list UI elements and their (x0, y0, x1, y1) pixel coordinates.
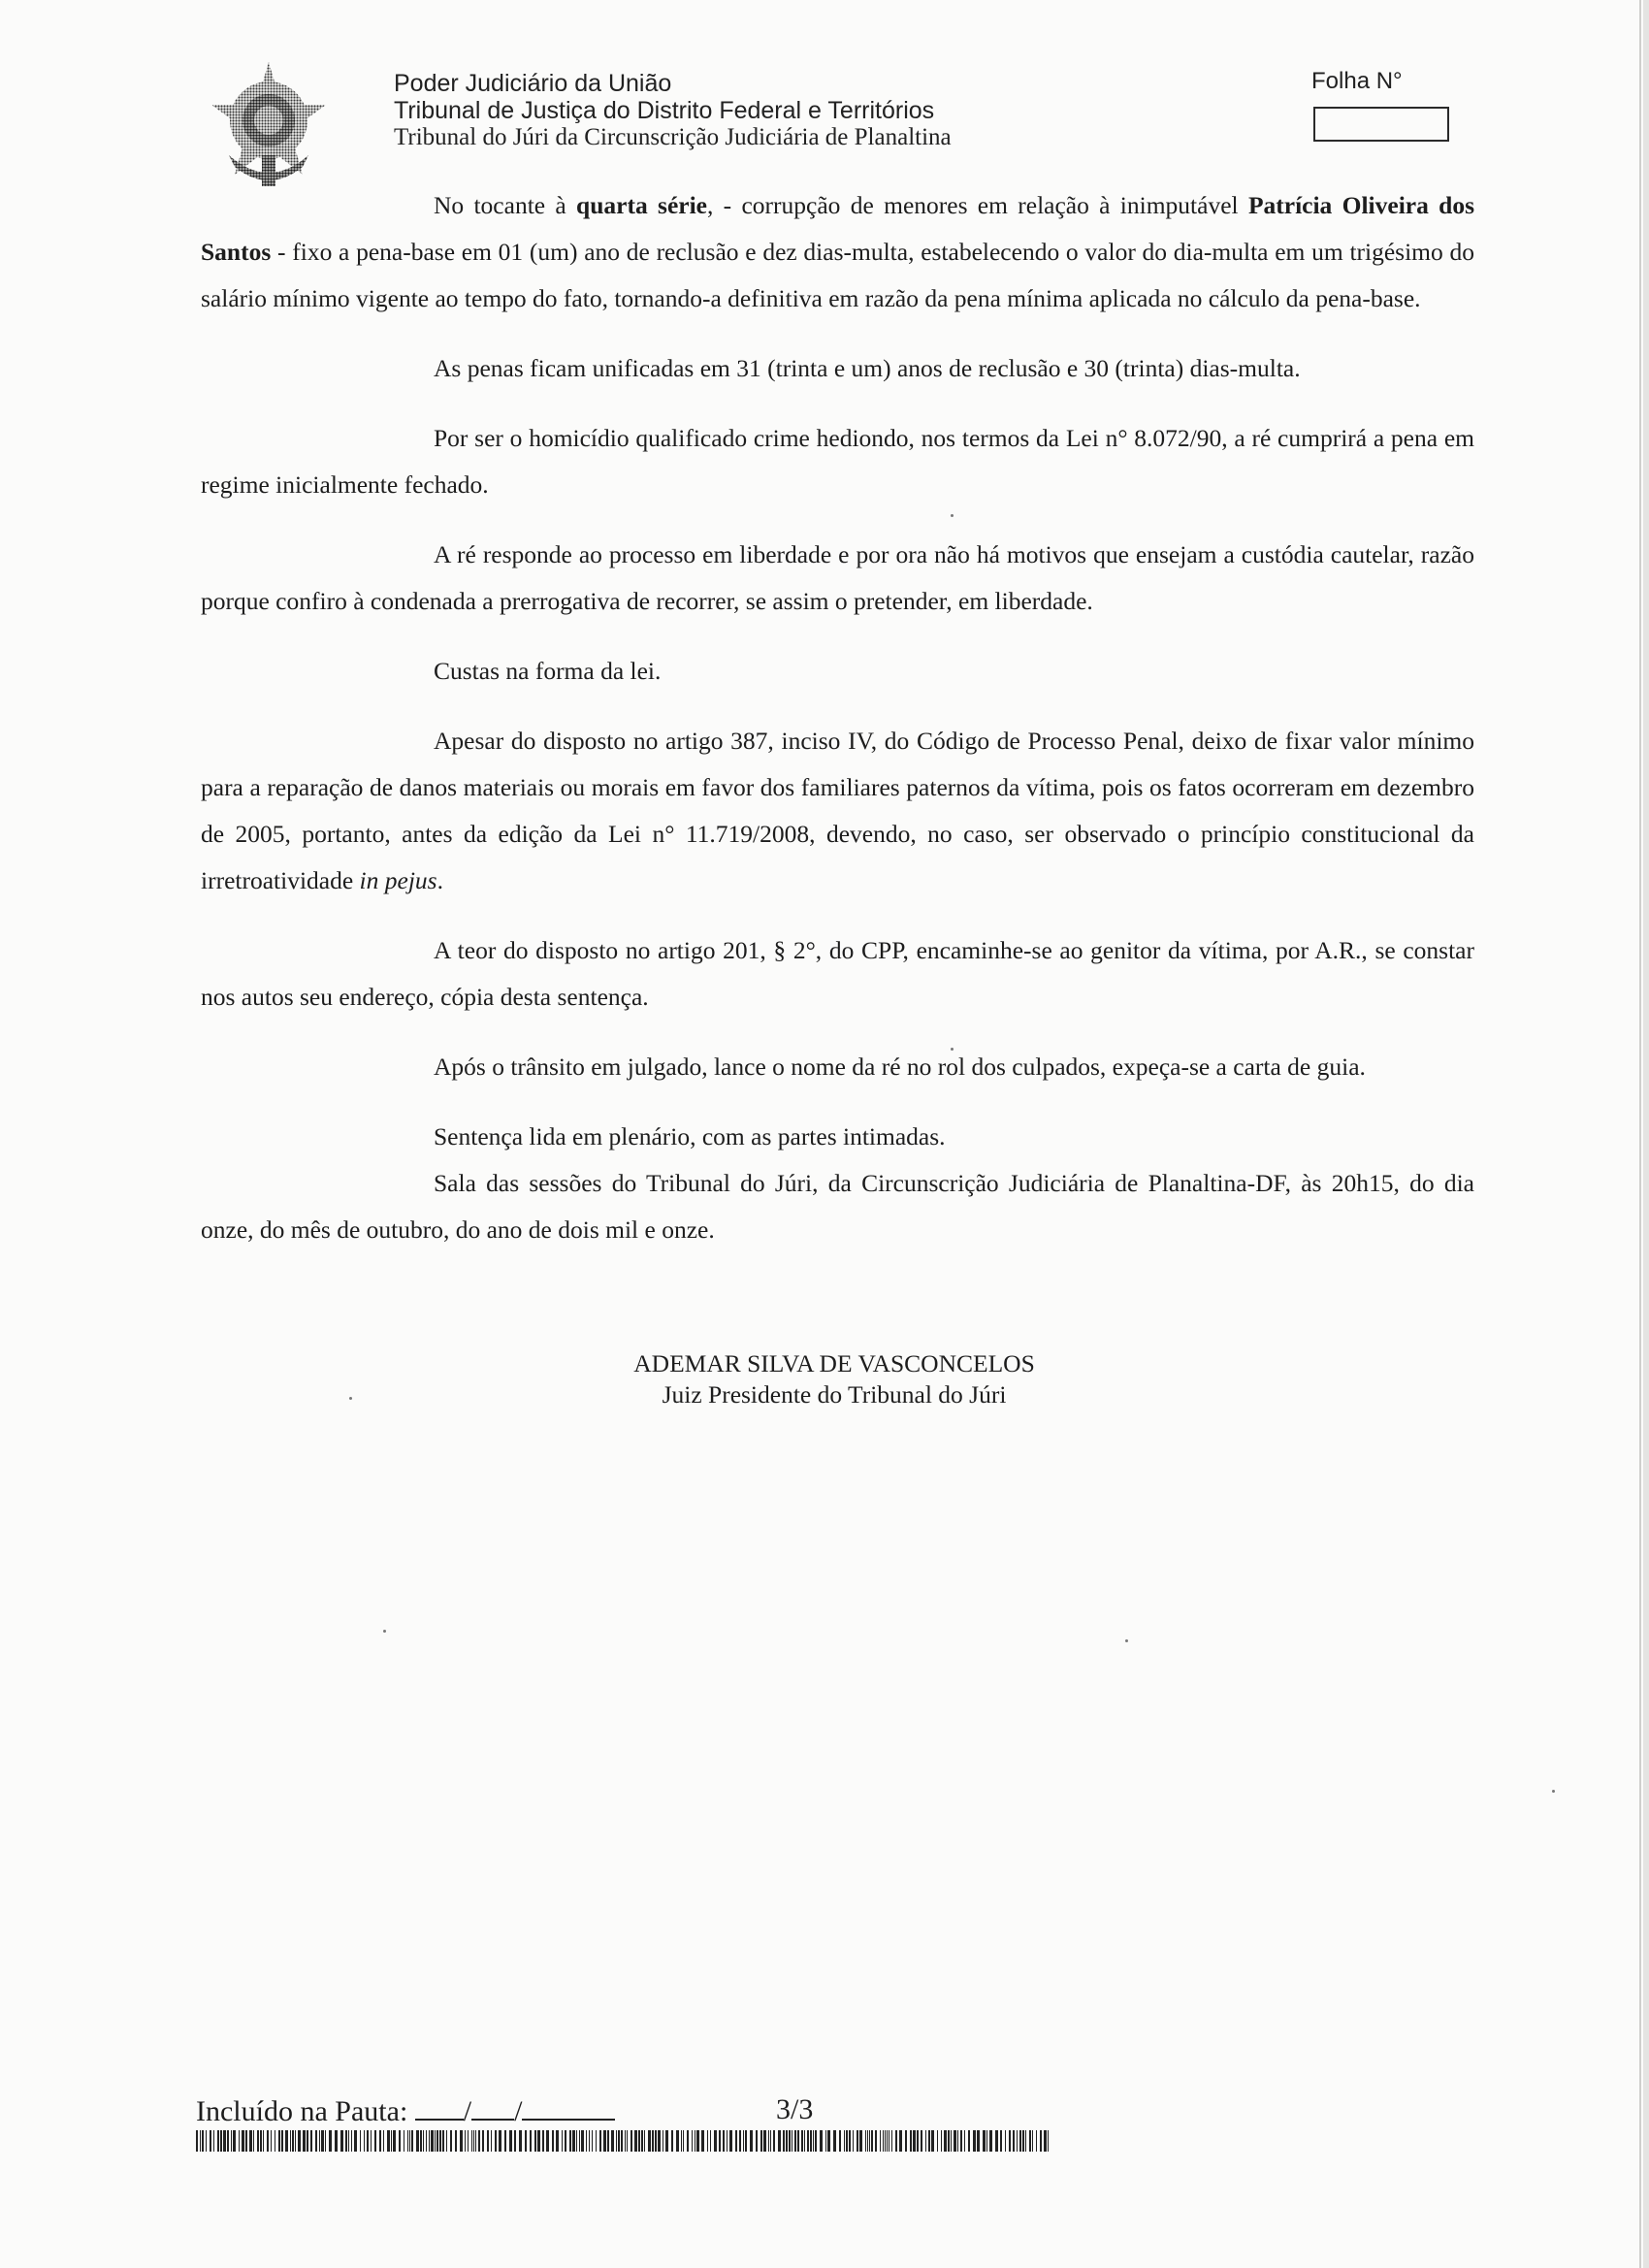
paragraph-7: A teor do disposto no artigo 201, § 2°, do CPP, encaminhe-se ao genitor da vítima, por A.R., se constar nos autos seu endereço, cópia desta sentença. (201, 936, 1474, 1011)
barcode-bar (865, 2130, 866, 2152)
barcode-bar (607, 2130, 609, 2152)
barcode-bar (345, 2130, 347, 2152)
barcode-bar (773, 2130, 775, 2152)
barcode-bar (853, 2130, 854, 2152)
barcode-bar (487, 2130, 489, 2152)
barcode-bar (239, 2130, 240, 2152)
barcode-bar (687, 2130, 689, 2152)
barcode-bar (941, 2130, 942, 2152)
pauta-day-slot (415, 2093, 464, 2121)
barcode-bar (910, 2130, 912, 2152)
barcode-bar (957, 2130, 958, 2152)
barcode-bar (321, 2130, 324, 2152)
barcode-bar (210, 2130, 211, 2152)
barcode-bar (1005, 2130, 1006, 2152)
barcode-bar (681, 2130, 682, 2152)
barcode-bar (351, 2130, 352, 2152)
barcode-bar (760, 2130, 762, 2152)
barcode-bar (1009, 2130, 1011, 2152)
barcode-bar (374, 2130, 376, 2152)
barcode-bar (948, 2130, 950, 2152)
barcode-bar (846, 2130, 848, 2152)
barcode-bar (319, 2130, 320, 2152)
barcode-bar (885, 2130, 886, 2152)
barcode-bar (599, 2130, 601, 2152)
barcode-bar (807, 2130, 809, 2152)
barcode-bar (213, 2130, 214, 2152)
barcode-bar (783, 2130, 785, 2152)
barcode-bar (895, 2130, 897, 2152)
barcode-bar (763, 2130, 766, 2152)
barcode-bar (325, 2130, 326, 2152)
scan-edge-shadow (1643, 0, 1649, 2268)
barcode-bar (439, 2130, 441, 2152)
barcode-icon (196, 2130, 1051, 2152)
header-line-1: Poder Judiciário da União (394, 70, 672, 97)
barcode-bar (468, 2130, 469, 2152)
barcode-bar (407, 2130, 408, 2152)
barcode-bar (983, 2130, 986, 2152)
barcode-bar (648, 2130, 651, 2152)
barcode-bar (977, 2130, 980, 2152)
barcode-bar (739, 2130, 741, 2152)
barcode-bar (329, 2130, 332, 2152)
barcode-bar (616, 2130, 617, 2152)
barcode-bar (310, 2130, 312, 2152)
barcode-bar (371, 2130, 372, 2152)
barcode-bar (1048, 2130, 1049, 2152)
barcode-bar (665, 2130, 668, 2152)
paragraph-8: Após o trânsito em julgado, lance o nome da ré no rol dos culpados, expeça-se a carta de guia. (434, 1053, 1366, 1081)
barcode-bar (899, 2130, 902, 2152)
barcode-bar (1040, 2130, 1042, 2152)
barcode-bar (891, 2130, 892, 2152)
barcode-bar (887, 2130, 888, 2152)
barcode-bar (495, 2130, 497, 2152)
barcode-bar (833, 2130, 836, 2152)
scan-speck (349, 1397, 352, 1400)
paragraph-3: Por ser o homicídio qualificado crime hediondo, nos termos da Lei n° 8.072/90, a ré cumprirá a pena em regime inicialmente fechado. (201, 424, 1474, 499)
barcode-bar (944, 2130, 947, 2152)
barcode-bar (871, 2130, 873, 2152)
barcode-bar (391, 2130, 392, 2152)
paragraph-6: Apesar do disposto no artigo 387, inciso IV, do Código de Processo Penal, deixo de fixar valor mínimo para a reparação de danos materiais ou morais em favor dos familiares paternos da vítima, pois os fatos ocorreram em dezembro de 2005, portanto, antes da edição da Lei n° 11.719/2008, devendo, no caso, ser observado o princípio constitucional da irretroatividade in pejus. (201, 727, 1474, 894)
barcode-bar (973, 2130, 976, 2152)
barcode-bar (727, 2130, 728, 2152)
barcode-bar (786, 2130, 788, 2152)
barcode-bar (794, 2130, 796, 2152)
barcode-bar (960, 2130, 962, 2152)
barcode-bar (880, 2130, 881, 2152)
barcode-bar (429, 2130, 430, 2152)
barcode-bar (542, 2130, 544, 2152)
judge-name: ADEMAR SILVA DE VASCONCELOS (633, 1349, 1035, 1377)
barcode-bar (634, 2130, 637, 2152)
barcode-bar (509, 2130, 512, 2152)
page-number: 3/3 (776, 2093, 814, 2125)
barcode-bar (714, 2130, 717, 2152)
barcode-bar (825, 2130, 826, 2152)
barcode-bar (281, 2130, 283, 2152)
barcode-bar (420, 2130, 422, 2152)
pauta-line (196, 2093, 615, 2128)
barcode-bar (242, 2130, 244, 2152)
pauta-year-slot (522, 2093, 615, 2121)
barcode-bar (1017, 2130, 1018, 2152)
barcode-bar (905, 2130, 907, 2152)
barcode-bar (263, 2130, 264, 2152)
header-line-3: Tribunal do Júri da Circunscrição Judiciária de Planaltina (394, 124, 952, 150)
barcode-bar (223, 2130, 226, 2152)
barcode-bar (546, 2130, 549, 2152)
barcode-bar (596, 2130, 597, 2152)
barcode-bar (745, 2130, 747, 2152)
barcode-bar (844, 2130, 845, 2152)
barcode-bar (267, 2130, 269, 2152)
paragraph-10: Sala das sessões do Tribunal do Júri, da Circunscrição Judiciária de Planaltina-DF, às 20h15, do dia onze, do mês de outubro, do ano de dois mil e onze. (201, 1169, 1474, 1244)
barcode-bar (797, 2130, 799, 2152)
barcode-bar (655, 2130, 657, 2152)
barcode-bar (278, 2130, 280, 2152)
header-line-2: Tribunal de Justiça do Distrito Federal e Territórios (394, 97, 935, 124)
barcode-bar (435, 2130, 436, 2152)
barcode-bar (719, 2130, 721, 2152)
barcode-bar (883, 2130, 884, 2152)
barcode-bar (307, 2130, 308, 2152)
barcode-bar (423, 2130, 424, 2152)
barcode-bar (257, 2130, 259, 2152)
barcode-bar (298, 2130, 301, 2152)
barcode-bar (475, 2130, 476, 2152)
barcode-bar (202, 2130, 204, 2152)
barcode-bar (348, 2130, 349, 2152)
barcode-bar (426, 2130, 427, 2152)
barcode-bar (206, 2130, 207, 2152)
barcode-bar (641, 2130, 643, 2152)
scan-edge-line (1639, 0, 1641, 2268)
barcode-bar (335, 2130, 338, 2152)
barcode-bar (253, 2130, 254, 2152)
barcode-bar (913, 2130, 916, 2152)
pauta-separator-2: / (514, 2095, 523, 2127)
barcode-bar (778, 2130, 781, 2152)
barcode-bar (621, 2130, 623, 2152)
barcode-bar (576, 2130, 577, 2152)
barcode-bar (196, 2130, 198, 2152)
scan-speck (951, 1048, 954, 1051)
barcode-bar (290, 2130, 291, 2152)
barcode-bar (1013, 2130, 1015, 2152)
barcode-bar (387, 2130, 390, 2152)
barcode-bar (455, 2130, 457, 2152)
barcode-bar (409, 2130, 410, 2152)
barcode-bar (729, 2130, 732, 2152)
barcode-bar (411, 2130, 413, 2152)
barcode-bar (354, 2130, 357, 2152)
barcode-bar (611, 2130, 614, 2152)
barcode-bar (260, 2130, 262, 2152)
barcode-bar (696, 2130, 699, 2152)
barcode-bar (676, 2130, 679, 2152)
barcode-bar (683, 2130, 684, 2152)
barcode-bar (603, 2130, 606, 2152)
barcode-bar (1029, 2130, 1031, 2152)
barcode-bar (482, 2130, 484, 2152)
paragraph-2: As penas ficam unificadas em 31 (trinta e um) anos de reclusão e 30 (trinta) dias-multa. (434, 354, 1301, 382)
barcode-bar (303, 2130, 306, 2152)
barcode-bar (220, 2130, 222, 2152)
barcode-bar (964, 2130, 965, 2152)
barcode-bar (917, 2130, 919, 2152)
barcode-bar (491, 2130, 492, 2152)
sentence-body (201, 182, 1474, 1277)
barcode-bar (295, 2130, 296, 2152)
barcode-bar (768, 2130, 769, 2152)
scan-speck (1552, 1790, 1555, 1793)
barcode-bar (867, 2130, 868, 2152)
paragraph-4: A ré responde ao processo em liberdade e por ora não há motivos que ensejam a custódia cautelar, razão porque confiro à condenada a prerrogativa de recorrer, se assim o pretender, em liberdade. (201, 540, 1474, 615)
pauta-label: Incluído na Pauta: (196, 2095, 408, 2127)
barcode-bar (556, 2130, 559, 2152)
barcode-bar (1025, 2130, 1026, 2152)
barcode-bar (813, 2130, 814, 2152)
barcode-bar (285, 2130, 288, 2152)
bold-defendant-name: Patrícia Oliveira dos Santos (201, 191, 1475, 266)
barcode-bar (569, 2130, 571, 2152)
barcode-bar (968, 2130, 970, 2152)
barcode-bar (393, 2130, 396, 2152)
barcode-bar (514, 2130, 516, 2152)
barcode-bar (586, 2130, 587, 2152)
barcode-bar (827, 2130, 830, 2152)
barcode-bar (530, 2130, 532, 2152)
barcode-bar (1022, 2130, 1024, 2152)
pauta-separator-1: / (463, 2095, 472, 2127)
barcode-bar (233, 2130, 236, 2152)
barcode-bar (625, 2130, 626, 2152)
barcode-bar (931, 2130, 934, 2152)
barcode-bar (638, 2130, 640, 2152)
folha-number-box (1313, 107, 1449, 142)
court-header (394, 70, 952, 151)
barcode-bar (630, 2130, 632, 2152)
barcode-bar (271, 2130, 272, 2152)
scan-speck (1125, 1639, 1128, 1642)
barcode-bar (217, 2130, 219, 2152)
barcode-bar (552, 2130, 554, 2152)
barcode-bar (436, 2130, 438, 2152)
barcode-bar (525, 2130, 527, 2152)
barcode-bar (857, 2130, 858, 2152)
barcode-bar (1000, 2130, 1002, 2152)
barcode-bar (383, 2130, 384, 2152)
barcode-bar (692, 2130, 693, 2152)
barcode-bar (364, 2130, 365, 2152)
signature-block (543, 1348, 1125, 1410)
barcode-bar (820, 2130, 823, 2152)
paragraph-1: No tocante à quarta série, - corrupção de menores em relação à inimputável Patrícia Oliveira dos Santos - fixo a pena-base em 01 (um) ano de reclusão e dez dias-multa, estabelecendo o valor do dia-multa em um trigésimo do salário mínimo vigente ao tempo do fato, tornando-a definitiva em razão da pena mínima aplicada no cálculo da pena-base. (201, 191, 1475, 312)
barcode-bar (954, 2130, 956, 2152)
barcode-bar (859, 2130, 862, 2152)
barcode-bar (618, 2130, 620, 2152)
barcode-bar (921, 2130, 922, 2152)
barcode-bar (565, 2130, 566, 2152)
barcode-bar (519, 2130, 522, 2152)
barcode-bar (478, 2130, 480, 2152)
barcode-bar (1032, 2130, 1033, 2152)
barcode-bar (925, 2130, 926, 2152)
barcode-bar (701, 2130, 704, 2152)
barcode-bar (473, 2130, 474, 2152)
barcode-bar (839, 2130, 841, 2152)
barcode-bar (627, 2130, 628, 2152)
barcode-bar (499, 2130, 501, 2152)
barcode-bar (471, 2130, 472, 2152)
republic-coat-of-arms-icon (200, 58, 338, 196)
barcode-bar (460, 2130, 463, 2152)
barcode-bar (431, 2130, 434, 2152)
paragraph-5: Custas na forma da lei. (434, 657, 662, 685)
barcode-bar (292, 2130, 294, 2152)
barcode-bar (562, 2130, 563, 2152)
bold-quarta-serie: quarta série (576, 191, 707, 219)
barcode-bar (1036, 2130, 1037, 2152)
barcode-bar (869, 2130, 870, 2152)
barcode-bar (245, 2130, 247, 2152)
barcode-bar (815, 2130, 817, 2152)
barcode-bar (995, 2130, 998, 2152)
barcode-bar (446, 2130, 447, 2152)
barcode-bar (442, 2130, 444, 2152)
barcode-bar (249, 2130, 252, 2152)
barcode-bar (770, 2130, 771, 2152)
judge-title: Juiz Presidente do Tribunal do Júri (662, 1380, 1007, 1409)
barcode-bar (231, 2130, 232, 2152)
scan-speck (383, 1630, 386, 1633)
barcode-bar (572, 2130, 575, 2152)
barcode-bar (227, 2130, 229, 2152)
barcode-bar (200, 2130, 201, 2152)
barcode-bar (743, 2130, 744, 2152)
barcode-bar (340, 2130, 343, 2152)
barcode-bar (360, 2130, 361, 2152)
barcode-bar (315, 2130, 317, 2152)
barcode-bar (589, 2130, 590, 2152)
barcode-bar (658, 2130, 661, 2152)
barcode-bar (450, 2130, 452, 2152)
barcode-bar (504, 2130, 506, 2152)
barcode-bar (810, 2130, 812, 2152)
barcode-bar (789, 2130, 791, 2152)
barcode-bar (735, 2130, 737, 2152)
barcode-bar (534, 2130, 536, 2152)
barcode-bar (652, 2130, 654, 2152)
barcode-bar (989, 2130, 992, 2152)
scan-speck (951, 514, 954, 517)
barcode-bar (1019, 2130, 1021, 2152)
barcode-bar (579, 2130, 580, 2152)
barcode-bar (986, 2130, 987, 2152)
barcode-bar (723, 2130, 725, 2152)
barcode-bar (937, 2130, 938, 2152)
barcode-bar (707, 2130, 708, 2152)
pauta-month-slot (471, 2093, 514, 2121)
barcode-bar (710, 2130, 711, 2152)
barcode-bar (801, 2130, 803, 2152)
folha-label: Folha N° (1311, 68, 1403, 94)
barcode-bar (581, 2130, 584, 2152)
barcode-bar (644, 2130, 645, 2152)
barcode-bar (367, 2130, 369, 2152)
barcode-bar (951, 2130, 952, 2152)
barcode-bar (399, 2130, 401, 2152)
barcode-bar (928, 2130, 930, 2152)
barcode-bar (756, 2130, 758, 2152)
barcode-bar (379, 2130, 381, 2152)
barcode-bar (671, 2130, 673, 2152)
barcode-bar (804, 2130, 805, 2152)
italic-in-pejus: in pejus (359, 866, 437, 894)
barcode-bar (537, 2130, 540, 2152)
barcode-bar (875, 2130, 877, 2152)
barcode-bar (416, 2130, 419, 2152)
barcode-bar (465, 2130, 466, 2152)
paragraph-9: Sentença lida em plenário, com as partes intimadas. (434, 1122, 946, 1150)
barcode-bar (1044, 2130, 1047, 2152)
barcode-bar (750, 2130, 753, 2152)
barcode-bar (849, 2130, 851, 2152)
barcode-bar (592, 2130, 593, 2152)
